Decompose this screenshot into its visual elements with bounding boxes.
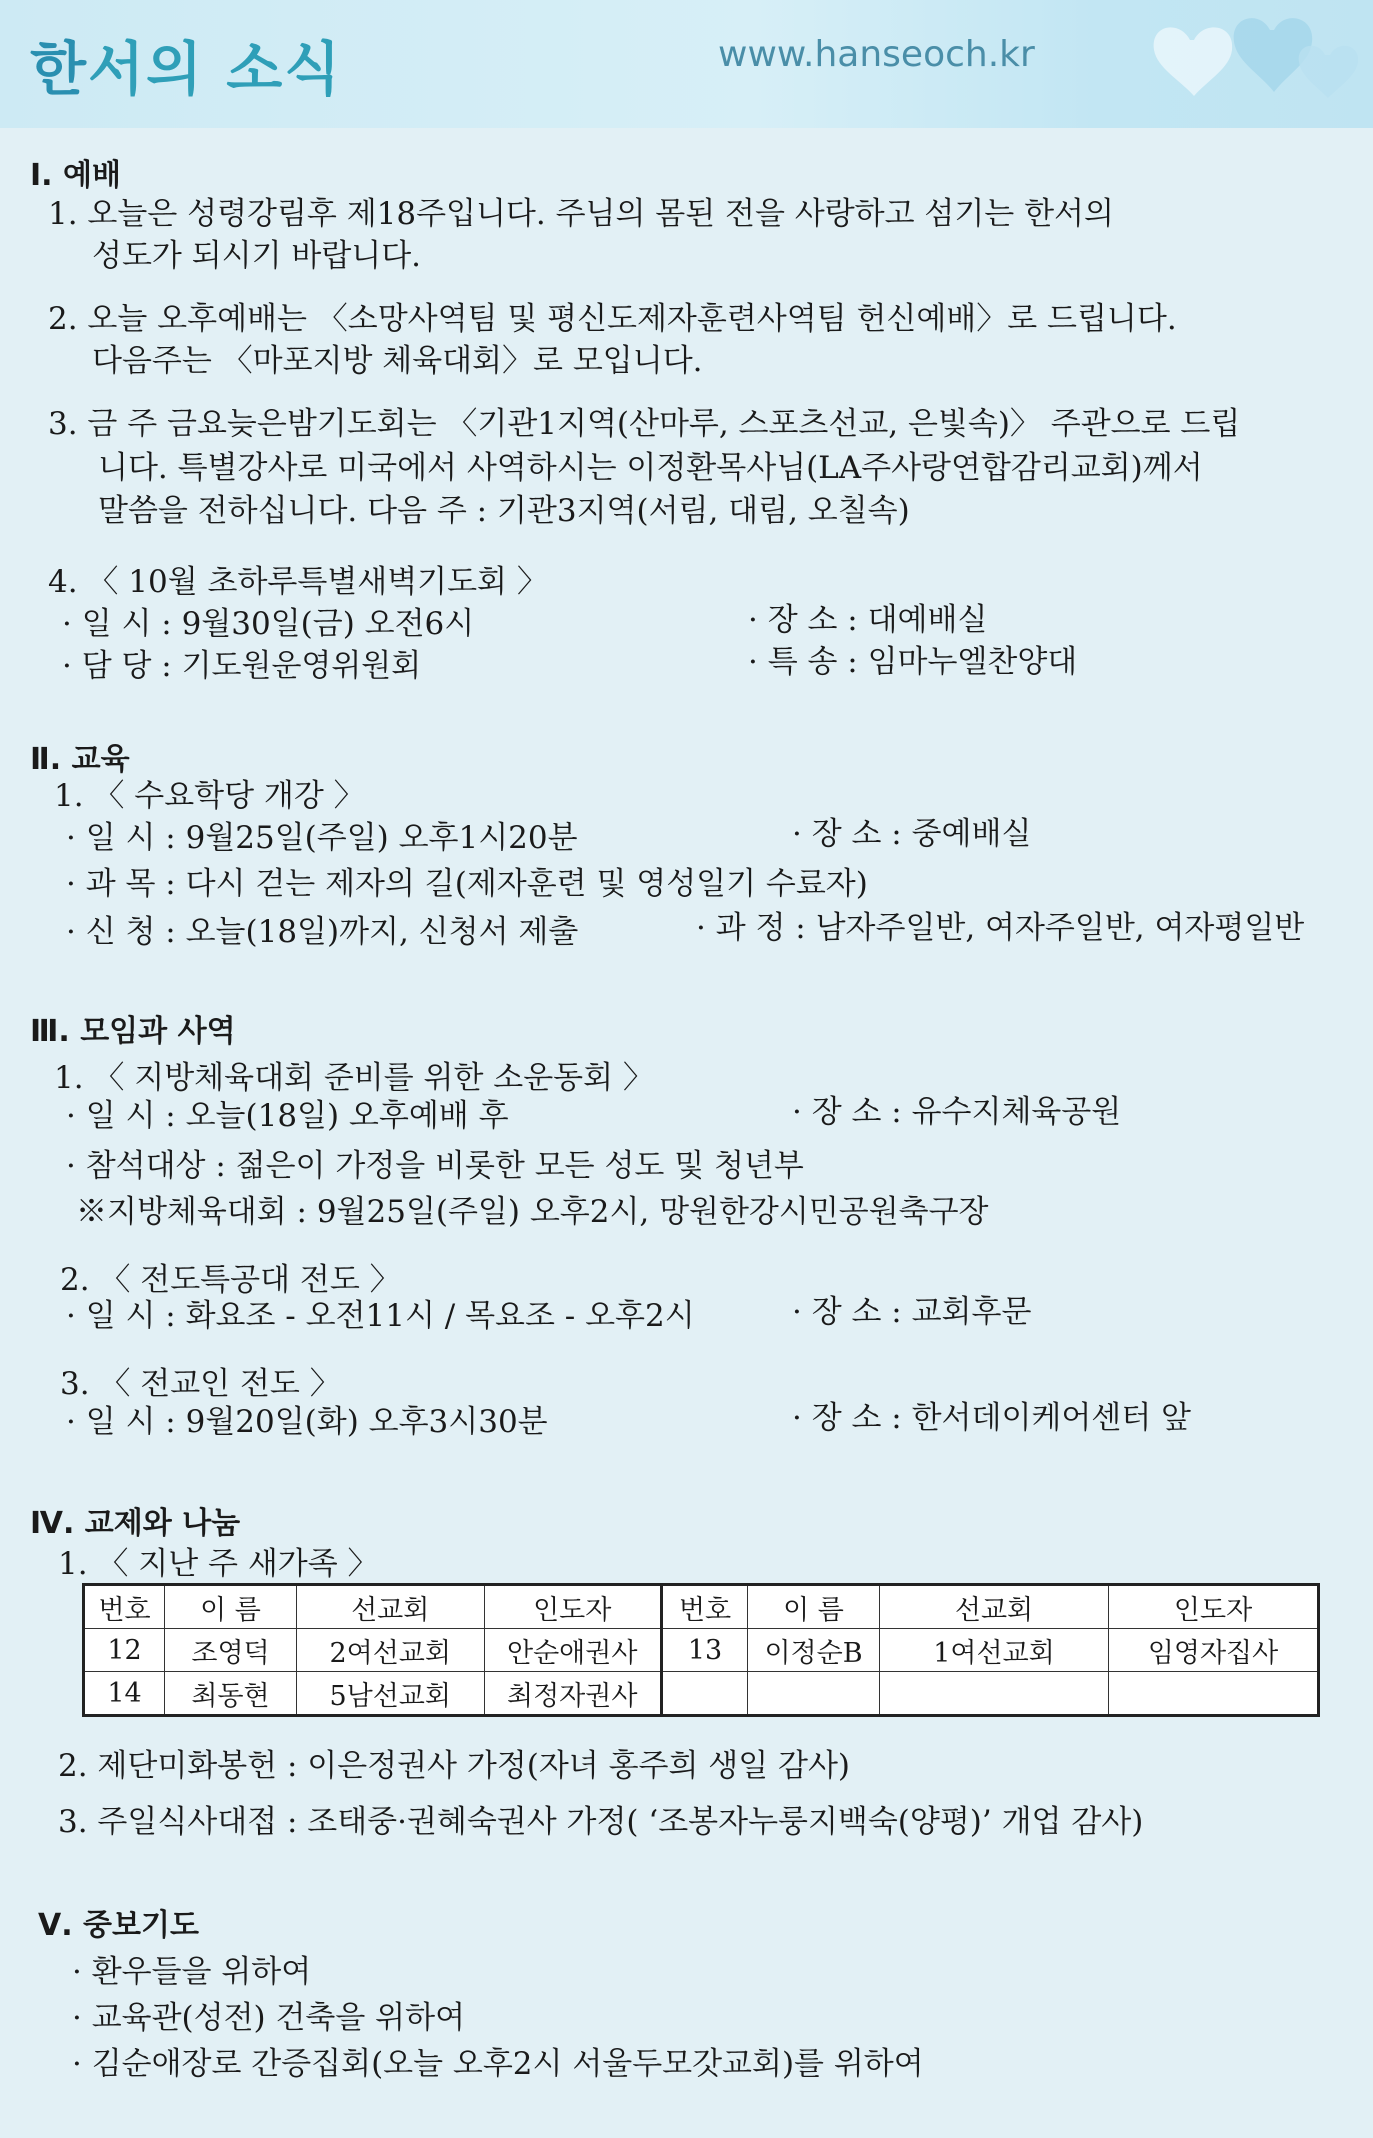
table-cell: 1여선교회 [879,1629,1108,1672]
table-cell [879,1672,1108,1716]
table-header-cell: 선교회 [296,1585,484,1629]
table-header-cell: 선교회 [879,1585,1108,1629]
table-header-cell: 인도자 [484,1585,661,1629]
gathering-item-1-place: · 장 소 : 유수지체육공원 [792,1094,1122,1130]
table-cell: 5남선교회 [296,1672,484,1716]
worship-item-4-date: · 일 시 : 9월30일(금) 오전6시 [62,606,475,642]
page-title: 한서의 소식 [30,35,343,103]
table-row [84,1629,1319,1672]
worship-item-1-cont: 성도가 되시기 바랍니다. [92,238,422,274]
section-prayer-title: Ⅴ. 중보기도 [38,1908,199,1943]
table-cell: 안순애권사 [484,1629,661,1672]
fellowship-item-2: 2. 제단미화봉헌 : 이은정권사 가정(자녀 홍주희 생일 감사) [58,1748,850,1784]
table-header-cell: 이 름 [165,1585,297,1629]
gathering-item-1-title: 1. 〈 지방체육대회 준비를 위한 소운동회 〉 [54,1060,654,1096]
worship-item-4-place: · 장 소 : 대예배실 [748,602,988,638]
education-date: · 일 시 : 9월25일(주일) 오후1시20분 [66,820,578,856]
section-fellowship-title: Ⅳ. 교제와 나눔 [30,1506,241,1541]
section-gathering-title: Ⅲ. 모임과 사역 [30,1014,236,1049]
gathering-item-3-place: · 장 소 : 한서데이케어센터 앞 [792,1400,1191,1436]
website-url: www.hanseoch.kr [718,34,1035,75]
table-cell: 2여선교회 [296,1629,484,1672]
prayer-item-2: · 교육관(성전) 건축을 위하여 [72,2000,466,2036]
worship-item-4-song: · 특 송 : 임마누엘찬양대 [748,644,1078,680]
prayer-item-3: · 김순애장로 간증집회(오늘 오후2시 서울두모갓교회)를 위하여 [72,2046,924,2082]
table-header-cell: 이 름 [748,1585,880,1629]
table-cell [748,1672,880,1716]
table-cell: 이정순B [748,1629,880,1672]
table-cell [1109,1672,1319,1716]
education-apply: · 신 청 : 오늘(18일)까지, 신청서 제출 [66,914,579,950]
table-header-row [84,1585,1319,1629]
table-row [84,1672,1319,1716]
gathering-item-1-note: ※지방체육대회 : 9월25일(주일) 오후2시, 망원한강시민공원축구장 [76,1194,989,1230]
worship-item-3-cont: 니다. 특별강사로 미국에서 사역하시는 이정환목사님(LA주사랑연합감리교회)께서 [98,450,1203,486]
worship-item-1: 1. 오늘은 성령강림후 제18주입니다. 주님의 몸된 전을 사랑하고 섬기는 한서의 [48,196,1114,232]
gathering-item-1-date: · 일 시 : 오늘(18일) 오후예배 후 [66,1098,509,1134]
gathering-item-3-title: 3. 〈 전교인 전도 〉 [60,1366,341,1402]
education-place: · 장 소 : 중예배실 [792,816,1032,852]
gathering-item-2-place: · 장 소 : 교회후문 [792,1294,1032,1330]
section-worship-title: Ⅰ. 예배 [30,158,121,193]
education-course: · 과 정 : 남자주일반, 여자주일반, 여자평일반 [696,910,1305,946]
table-header-cell: 번호 [84,1585,165,1629]
worship-item-4-charge: · 담 당 : 기도원운영위원회 [62,648,422,684]
table-cell: 14 [84,1672,165,1716]
table-cell: 최정자권사 [484,1672,661,1716]
fellowship-item-3: 3. 주일식사대접 : 조태중·권혜숙권사 가정( ‘조봉자누룽지백숙(양평)’ 개업 감사) [58,1804,1144,1840]
worship-item-3: 3. 금 주 금요늦은밤기도회는 〈기관1지역(산마루, 스포츠선교, 은빛속)〉 주관으로 드립 [48,406,1241,442]
table-cell [661,1672,747,1716]
new-family-table [82,1583,1320,1717]
fellowship-item-1-title: 1. 〈 지난 주 새가족 〉 [58,1546,379,1582]
worship-item-3-cont2: 말씀을 전하십니다. 다음 주 : 기관3지역(서림, 대림, 오칠속) [98,493,910,529]
section-education-title: Ⅱ. 교육 [30,742,130,777]
education-item-1-title: 1. 〈 수요학당 개강 〉 [54,778,365,814]
table-cell: 조영덕 [165,1629,297,1672]
worship-item-2: 2. 오늘 오후예배는 〈소망사역팀 및 평신도제자훈련사역팀 헌신예배〉로 드립니다. [48,301,1177,337]
table-cell: 임영자집사 [1109,1629,1319,1672]
gathering-item-1-target: · 참석대상 : 젊은이 가정을 비롯한 모든 성도 및 청년부 [66,1148,804,1184]
worship-item-4-title: 4. 〈 10월 초하루특별새벽기도회 〉 [48,564,548,600]
gathering-item-3-date: · 일 시 : 9월20일(화) 오후3시30분 [66,1404,548,1440]
table-cell: 최동현 [165,1672,297,1716]
worship-item-2-cont: 다음주는 〈마포지방 체육대회〉로 모입니다. [92,343,703,379]
gathering-item-2-title: 2. 〈 전도특공대 전도 〉 [60,1262,401,1298]
prayer-item-1: · 환우들을 위하여 [72,1954,312,1990]
table-header-cell: 번호 [661,1585,747,1629]
table-header-cell: 인도자 [1109,1585,1319,1629]
education-subject: · 과 목 : 다시 걷는 제자의 길(제자훈련 및 영성일기 수료자) [66,866,868,902]
table-cell: 13 [661,1629,747,1672]
table-cell: 12 [84,1629,165,1672]
gathering-item-2-date: · 일 시 : 화요조 - 오전11시 / 목요조 - 오후2시 [66,1298,695,1334]
